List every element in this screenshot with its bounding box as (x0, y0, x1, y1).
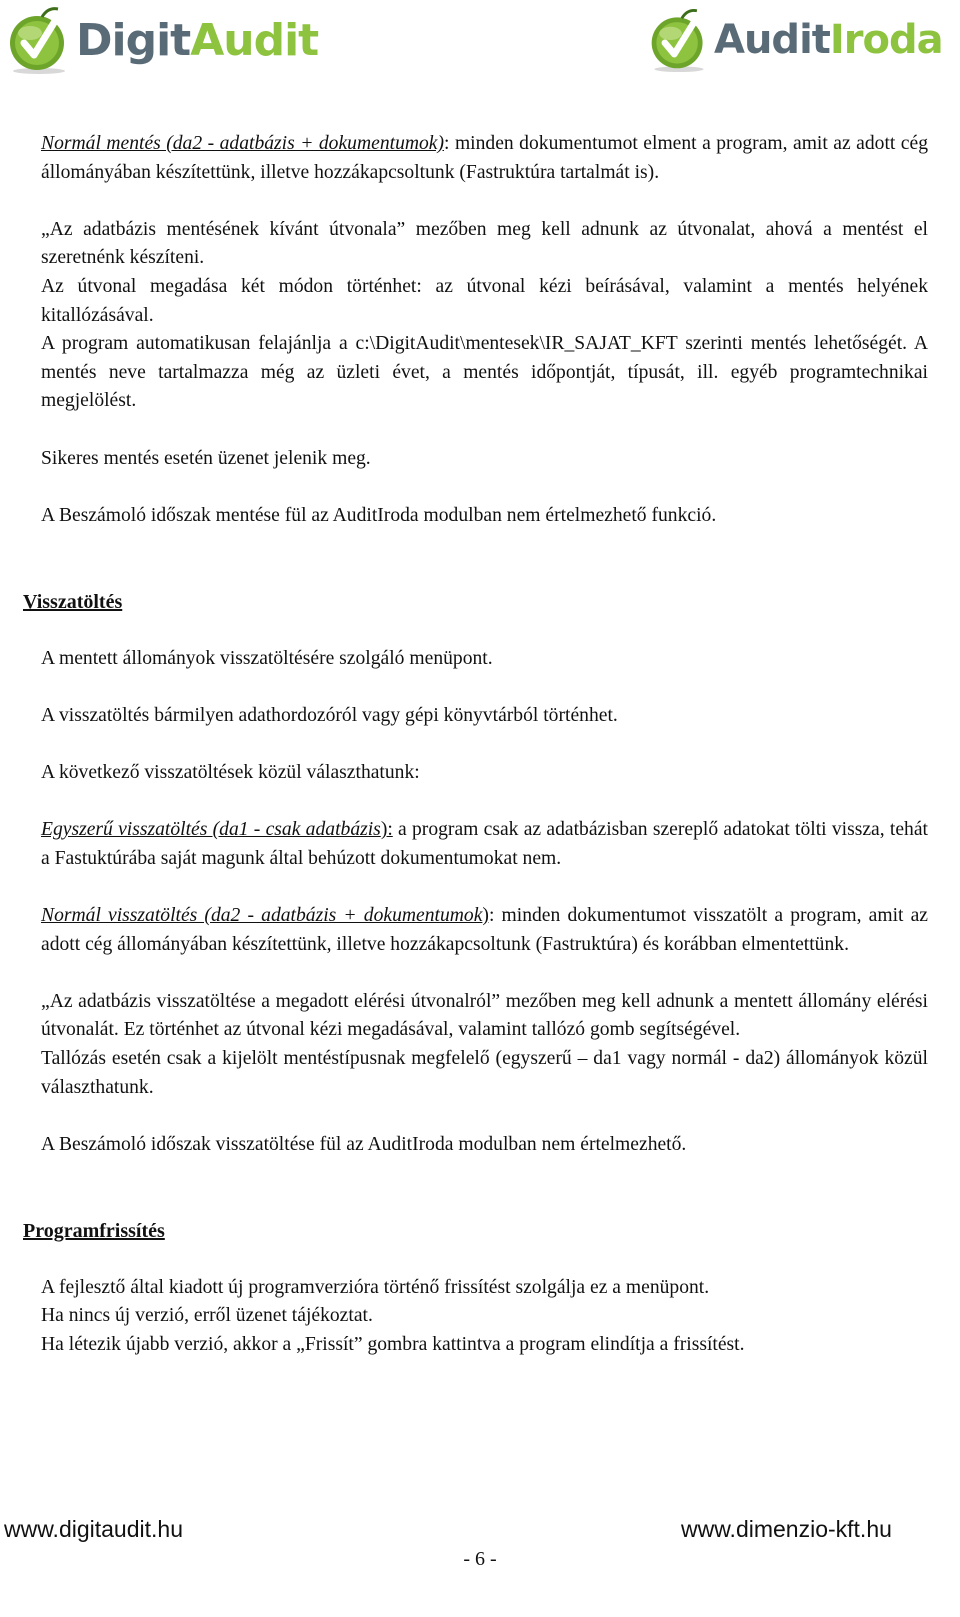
restore-source: A visszatöltés bármilyen adathordozóról vagy gépi könyvtárból történhet. (41, 704, 618, 726)
document-body (23, 130, 928, 1360)
update-line-2: Ha nincs új verzió, erről üzenet tájékoztat. (41, 1305, 373, 1327)
update-line-1: A fejlesztő által kiadott új programverzióra történő frissítést szolgálja ez a menüpont. (41, 1276, 710, 1298)
digitaudit-logo-text (76, 15, 318, 66)
simple-restore-label: Egyszerű visszatöltés (da1 - csak adatbázis (41, 819, 381, 841)
logo-right-part-a: Audit (714, 17, 830, 63)
logo-right-part-b: Iroda (829, 17, 943, 63)
checkmark-apple-icon (4, 5, 74, 75)
restore-heading: Visszatöltés (23, 590, 123, 613)
simple-restore-text: a program csak az adatbázisban szereplő adatokat tölti vissza, tehát a Fastuktúrába saját magunk által behúzott dokumentumokat nem. (41, 819, 928, 869)
auditiroda-logo (646, 4, 943, 76)
footer-dimenzio-link[interactable]: www.dimenzio-kft.hu (681, 1516, 892, 1542)
checkmark-apple-icon (646, 5, 712, 75)
update-heading: Programfrissítés (23, 1219, 165, 1242)
normal-restore-paragraph (41, 902, 928, 959)
update-line-3: Ha létezik újabb verzió, akkor a „Frissít” gombra kattintva a program elindítja a frissítést. (41, 1333, 745, 1355)
restore-choose: A következő visszatöltések közül választhatunk: (41, 762, 420, 784)
normal-restore-label: Normál visszatöltés (da2 - adatbázis + dokumentumok (41, 905, 483, 927)
normal-restore-label-end: ) (482, 905, 489, 927)
restore-period-note: A Beszámoló időszak visszatöltése fül az AuditIroda modulban nem értelmezhető. (41, 1133, 687, 1155)
normal-restore-text: : minden dokumentumot visszatölt a program, amit az adott cég állományában készítettünk, illetve hozzákapcsoltunk (Fastruktúra) és korábban elmentettünk. (41, 905, 928, 955)
normal-save-paragraph (41, 130, 928, 187)
normal-save-label: Normál mentés (da2 - adatbázis + dokumentumok) (41, 133, 445, 154)
logo-left-part-a: Digit (76, 14, 191, 66)
auditiroda-logo-text (714, 17, 943, 63)
restore-path-field-paragraph: „Az adatbázis visszatöltése a megadott elérési útvonalról” mezőben meg kell adnunk a mentett állomány elérési útvonalát. Ez történhet az útvonal kézi megadásával, valamint tallózó gomb segítségével. (41, 990, 928, 1041)
save-period-note: A Beszámoló időszak mentése fül az AuditIroda modulban nem értelmezhető funkció. (41, 504, 717, 526)
page-number: - 6 - (463, 1548, 497, 1570)
save-path-method-paragraph: Az útvonal megadása két módon történhet: az útvonal kézi beírásával, valamint a mentés helyének kitallózásával. (41, 275, 928, 326)
save-path-field-paragraph: „Az adatbázis mentésének kívánt útvonala” mezőben meg kell adnunk az útvonalat, ahová a mentést el szeretnénk készíteni. (41, 218, 928, 269)
save-success-paragraph: Sikeres mentés esetén üzenet jelenik meg. (41, 447, 371, 469)
simple-restore-label-end: ): (380, 819, 393, 841)
digitaudit-logo (4, 4, 318, 76)
normal-save-text: : minden dokumentumot elment a program, amit az adott cég állományában készítettünk, illetve hozzákapcsoltunk (Fastruktúra tartalmát is). (41, 133, 928, 183)
restore-browse-paragraph: Tallózás esetén csak a kijelölt mentéstípusnak megfelelő (egyszerű – da1 vagy normál - da2) állományok közül választhatunk. (41, 1048, 928, 1098)
restore-intro: A mentett állományok visszatöltésére szolgáló menüpont. (41, 647, 493, 669)
save-auto-offer-paragraph: A program automatikusan felajánlja a c:\DigitAudit\mentesek\IR_SAJAT_KFT szerinti mentés lehetőségét. A mentés neve tartalmazza még az üzleti évet, a mentés időpontját, típusát, ill. egyéb programtechnikai megjelölést. (41, 333, 928, 412)
simple-restore-paragraph (41, 816, 928, 873)
logo-left-part-b: Audit (190, 14, 319, 66)
footer-digitaudit-link[interactable]: www.digitaudit.hu (4, 1516, 183, 1542)
